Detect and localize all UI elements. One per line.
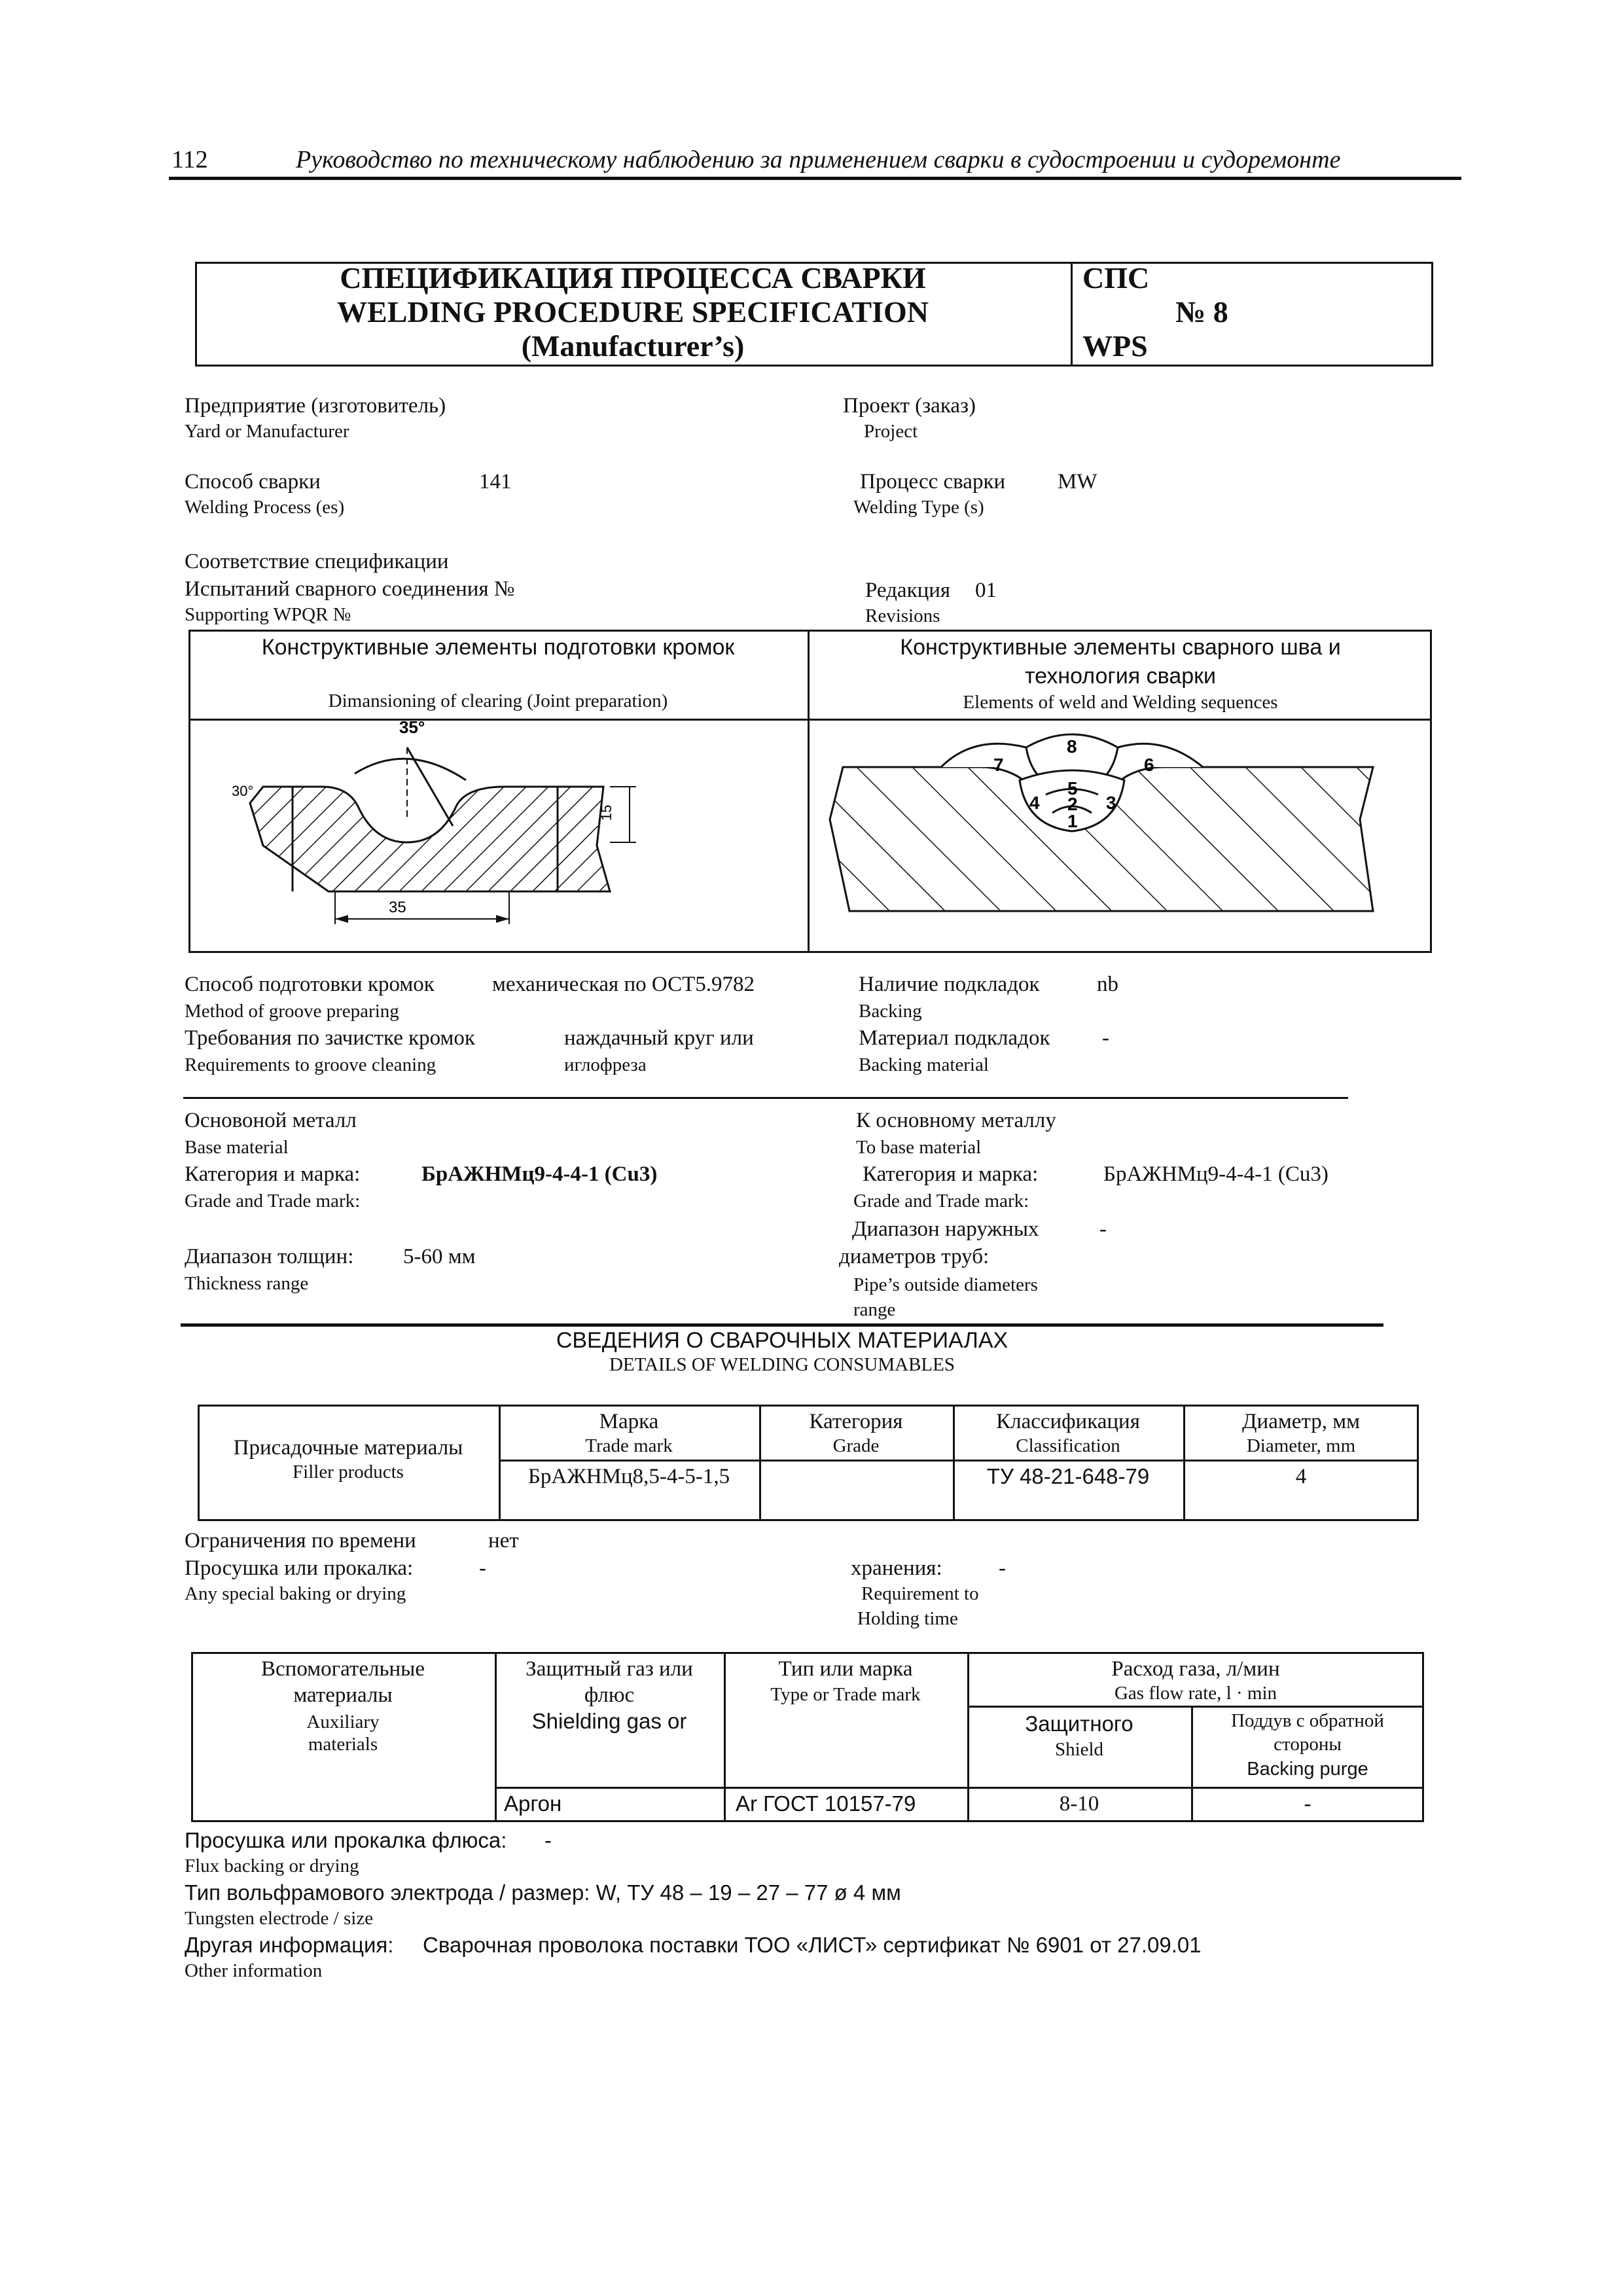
cleaning-label: Требования по зачистке кромок	[185, 1026, 475, 1050]
aux-row-div	[967, 1706, 1424, 1708]
aux-label-2: материалы	[293, 1683, 393, 1707]
grade-label-en: Grade and Trade mark:	[185, 1191, 361, 1211]
flow-header-en: Gas flow rate, l · min	[1114, 1683, 1277, 1704]
aux-label-1: Вспомогательные	[261, 1657, 425, 1681]
cleaning-value-1: наждачный круг или	[564, 1026, 754, 1050]
flux-label-en: Flux backing or drying	[185, 1856, 359, 1876]
storage-value: -	[999, 1556, 1006, 1580]
wps-number: № 8	[1175, 295, 1228, 329]
baking-label: Просушка или прокалка:	[185, 1556, 414, 1580]
backing-material-label: Материал подкладок	[859, 1026, 1050, 1050]
joint-left-title: Конструктивные элементы подготовки кромок	[261, 635, 735, 660]
purge-header-1: Поддув с обратной	[1231, 1710, 1384, 1731]
time-limit-value: нет	[488, 1529, 519, 1552]
consumables-heading: СВЕДЕНИЯ О СВАРОЧНЫХ МАТЕРИАЛАХ	[556, 1328, 1008, 1353]
purge-header-en: Backing purge	[1247, 1759, 1368, 1780]
baking-value: -	[479, 1556, 486, 1580]
consumables-heading-en: DETAILS OF WELDING CONSUMABLES	[609, 1354, 955, 1375]
grade-value: БрАЖНМц9-4-4-1 (Cu3)	[421, 1162, 658, 1186]
aux-label-en-1: Auxiliary	[306, 1712, 380, 1732]
to-base-label: К основному металлу	[856, 1109, 1056, 1132]
welding-process-label-en: Welding Process (es)	[185, 497, 345, 518]
aux-cell: Ar ГОСТ 10157-79	[736, 1791, 916, 1816]
wpqr-label-en: Supporting WPQR №	[185, 604, 351, 625]
storage-label-en-2: Holding time	[857, 1608, 958, 1629]
prep-method-label: Способ подготовки кромок	[185, 973, 435, 996]
backing-value: nb	[1097, 973, 1118, 996]
joint-left-title-en: Dimansioning of clearing (Joint preparation)	[328, 691, 668, 711]
dim-side-angle-label: 30°	[232, 783, 254, 799]
other-info-label-en: Other information	[185, 1960, 323, 1981]
backing-label: Наличие подкладок	[859, 973, 1040, 996]
shield-header-en: Shield	[1054, 1739, 1104, 1760]
other-info-value: Сварочная проволока поставки ТОО «ЛИСТ» сертификат № 6901 от 27.09.01	[423, 1933, 1202, 1957]
code-ru: СПС	[1082, 261, 1150, 295]
dim-width-label: 35	[389, 899, 406, 916]
joint-header-rule	[188, 719, 1432, 721]
revision-label: Редакция	[865, 579, 951, 602]
wpqr-label-1: Соответствие спецификации	[185, 550, 449, 573]
section-rule-1	[183, 1097, 1348, 1099]
pass-label: 4	[1029, 793, 1040, 813]
filler-col-header-en: Diameter, mm	[1246, 1435, 1356, 1456]
grade-label: Категория и марка:	[185, 1162, 361, 1186]
filler-col-header-en: Grade	[832, 1435, 880, 1456]
gas-header-2: флюс	[584, 1683, 635, 1707]
cleaning-value-2: иглофреза	[564, 1054, 647, 1075]
other-info-label: Другая информация:	[185, 1933, 394, 1957]
running-title: Руководство по техническому наблюдению за применением сварки в судостроении и судоремонте	[296, 146, 1341, 173]
filler-col-header: Диаметр, мм	[1242, 1410, 1360, 1433]
time-limit-label: Ограничения по времени	[185, 1529, 416, 1552]
pass-label: 6	[1144, 755, 1154, 775]
filler-cell: ТУ 48-21-648-79	[986, 1464, 1150, 1488]
revision-label-en: Revisions	[865, 605, 940, 626]
manufacturer-label-en: Yard or Manufacturer	[185, 421, 349, 442]
backing-material-value: -	[1102, 1026, 1109, 1050]
project-label-en: Project	[864, 421, 918, 442]
weld-sequence-drawing	[810, 721, 1429, 950]
filler-cell: 4	[1295, 1465, 1307, 1488]
aux-cell: 8-10	[1059, 1792, 1099, 1816]
type-header: Тип или марка	[778, 1657, 913, 1681]
pass-label: 5	[1067, 778, 1078, 798]
welding-type-label-en: Welding Type (s)	[853, 497, 984, 518]
joint-right-title-2: технология сварки	[1024, 664, 1217, 689]
grade2-label: Категория и марка:	[863, 1162, 1039, 1186]
dim-angle-label: 35°	[399, 721, 425, 737]
gas-header-en: Shielding gas or	[531, 1709, 687, 1733]
backing-material-label-en: Backing material	[859, 1054, 989, 1075]
filler-col-header: Классификация	[996, 1410, 1140, 1433]
filler-label: Присадочные материалы	[233, 1436, 463, 1460]
baking-label-en: Any special baking or drying	[185, 1583, 406, 1604]
welding-type-label: Процесс сварки	[860, 470, 1006, 493]
aux-cell: Аргон	[504, 1791, 562, 1816]
tungsten-label: Тип вольфрамового электрода / размер: W, ТУ 48 – 19 – 27 – 77 ø 4 мм	[185, 1880, 901, 1905]
manufacturer-label: Предприятие (изготовитель)	[185, 394, 446, 418]
prep-method-value: механическая по ОСТ5.9782	[492, 973, 755, 996]
pass-label: 3	[1106, 793, 1116, 813]
pass-label: 2	[1067, 794, 1078, 814]
welding-type-value: MW	[1058, 470, 1097, 493]
filler-col-header: Марка	[599, 1410, 659, 1433]
aux-row-div	[495, 1787, 1424, 1789]
tungsten-label-en: Tungsten electrode / size	[185, 1908, 374, 1929]
shield-header: Защитного	[1025, 1712, 1133, 1736]
welding-process-label: Способ сварки	[185, 470, 321, 493]
pipe-diam-label-en-1: Pipe’s outside diameters	[853, 1274, 1038, 1295]
dim-depth-label: 15	[598, 804, 615, 821]
backing-label-en: Backing	[859, 1001, 922, 1022]
filler-col-header-en: Trade mark	[585, 1435, 673, 1456]
aux-label-en-2: materials	[308, 1734, 378, 1755]
joint-right-title-1: Конструктивные элементы сварного шва и	[900, 635, 1341, 660]
pass-label: 1	[1067, 811, 1078, 831]
filler-label-en: Filler products	[293, 1462, 404, 1482]
joint-preparation-drawing	[191, 721, 806, 950]
joint-right-title-en: Elements of weld and Welding sequences	[963, 692, 1278, 713]
title-en: WELDING PROCEDURE SPECIFICATION	[337, 295, 929, 329]
aux-cell: -	[1304, 1792, 1311, 1816]
pipe-diam-label-2: диаметров труб:	[839, 1245, 990, 1268]
thickness-value: 5-60 мм	[403, 1245, 476, 1268]
storage-label-en-1: Requirement to	[861, 1583, 979, 1604]
wpqr-label-2: Испытаний сварного соединения №	[185, 577, 515, 601]
filler-col-header-en: Classification	[1016, 1435, 1120, 1456]
pipe-diam-value: -	[1099, 1217, 1107, 1241]
gas-header-1: Защитный газ или	[526, 1657, 693, 1681]
pipe-diam-label-en-2: range	[853, 1299, 896, 1320]
filler-col-header: Категория	[809, 1410, 903, 1433]
flow-header: Расход газа, л/мин	[1111, 1657, 1280, 1681]
pass-label: 7	[993, 755, 1004, 775]
code-en: WPS	[1082, 329, 1148, 363]
revision-value: 01	[975, 579, 997, 602]
storage-label: хранения:	[851, 1556, 942, 1580]
pass-label: 8	[1067, 736, 1077, 757]
title-ru: СПЕЦИФИКАЦИЯ ПРОЦЕССА СВАРКИ	[340, 261, 926, 295]
grade2-value: БрАЖНМц9-4-4-1 (Cu3)	[1103, 1162, 1329, 1186]
cleaning-label-en: Requirements to groove cleaning	[185, 1054, 437, 1075]
prep-method-label-en: Method of groove preparing	[185, 1001, 399, 1022]
header-rule	[169, 177, 1461, 180]
welding-process-value: 141	[479, 470, 512, 493]
pipe-diam-label-1: Диапазон наружных	[852, 1217, 1039, 1241]
title-sub: (Manufacturer’s)	[521, 329, 745, 363]
flux-value: -	[544, 1828, 552, 1852]
purge-header-2: стороны	[1274, 1734, 1342, 1755]
project-label: Проект (заказ)	[843, 394, 976, 418]
title-divider	[1071, 262, 1073, 367]
base-metal-label-en: Base material	[185, 1137, 289, 1158]
thickness-label-en: Thickness range	[185, 1273, 309, 1294]
base-metal-label: Основоной металл	[185, 1109, 357, 1132]
thickness-label: Диапазон толщин:	[185, 1245, 354, 1268]
section-rule-2	[181, 1323, 1383, 1327]
filler-row-div	[499, 1460, 1419, 1462]
type-header-en: Type or Trade mark	[770, 1684, 921, 1705]
flux-label: Просушка или прокалка флюса:	[185, 1828, 507, 1852]
filler-cell: БрАЖНМц8,5-4-5-1,5	[527, 1465, 730, 1488]
to-base-label-en: To base material	[856, 1137, 982, 1158]
grade2-label-en: Grade and Trade mark:	[853, 1191, 1029, 1211]
page-number: 112	[171, 146, 208, 173]
